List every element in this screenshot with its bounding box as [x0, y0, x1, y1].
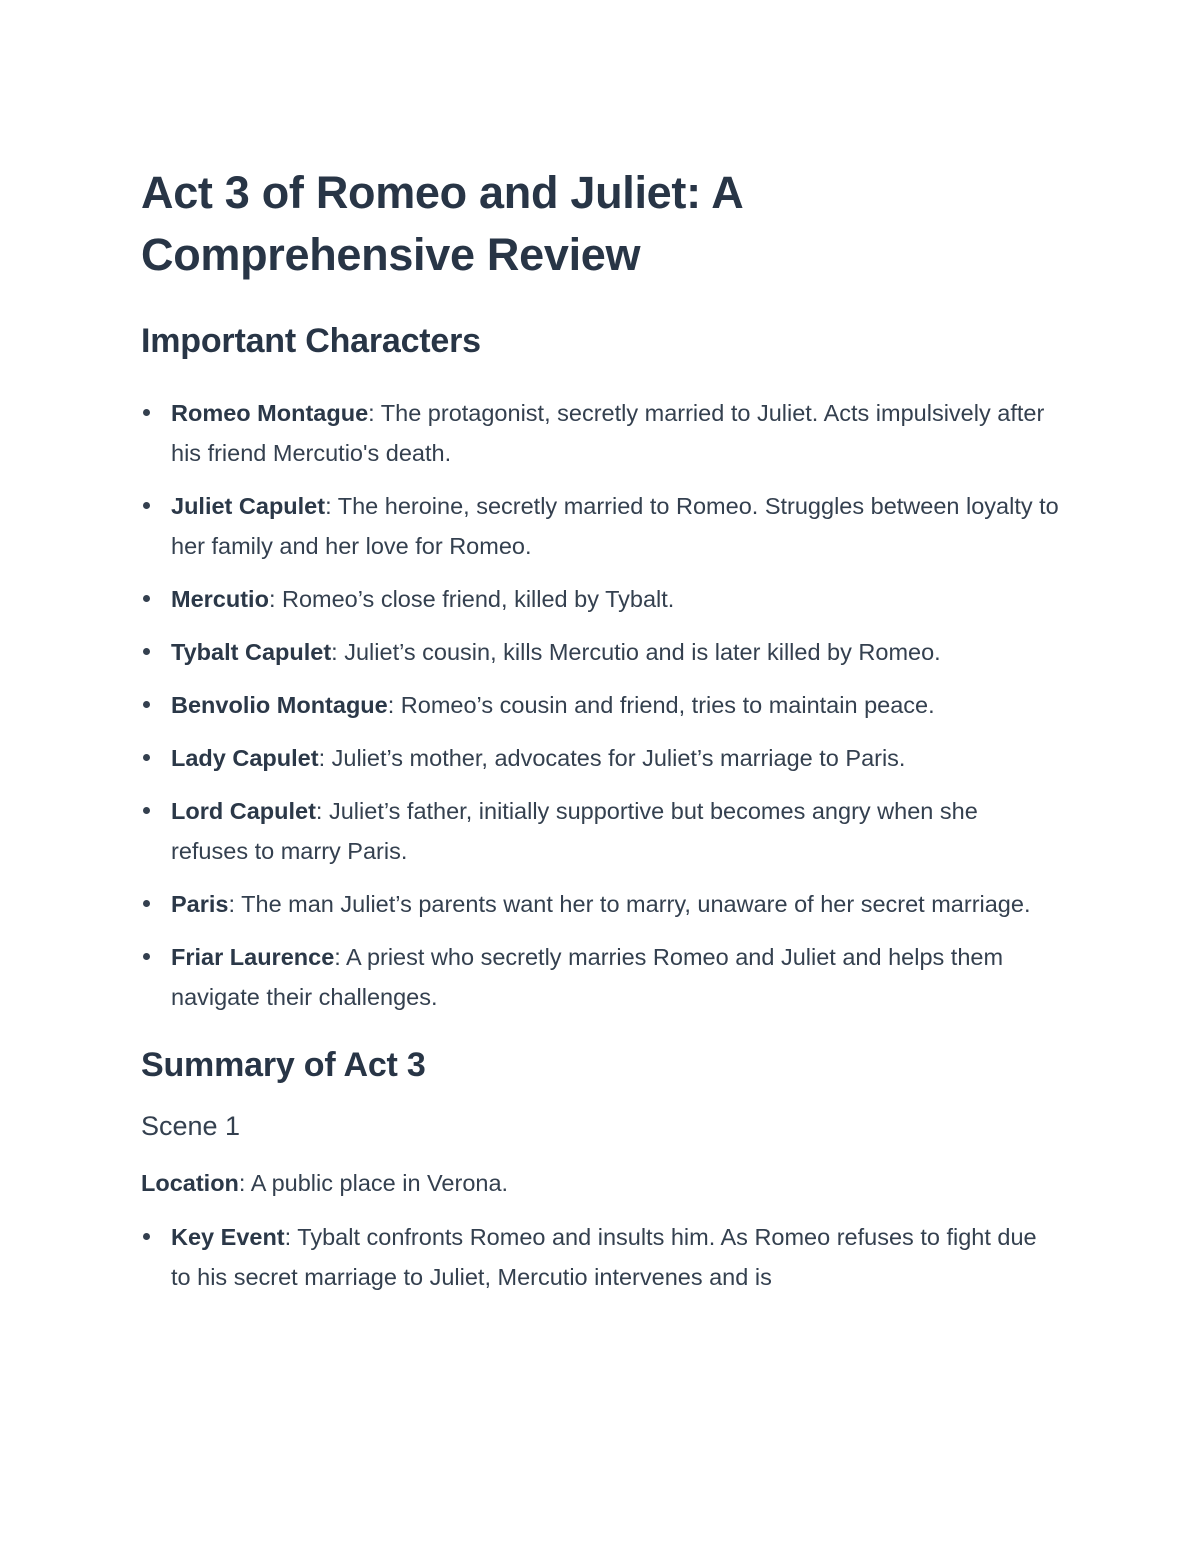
character-name: Paris — [171, 891, 229, 917]
list-item — [141, 937, 1061, 1017]
bullet-icon — [143, 595, 150, 602]
document-page — [141, 162, 1061, 1310]
list-item — [141, 884, 1061, 924]
character-description: Juliet’s mother, advocates for Juliet’s marriage to Paris. — [331, 745, 906, 771]
bullet-icon — [143, 807, 150, 814]
bullet-icon — [143, 502, 150, 509]
separator: : — [238, 1170, 251, 1196]
bullet-icon — [143, 701, 150, 708]
character-name: Lord Capulet — [171, 798, 316, 824]
list-item — [141, 1217, 1061, 1297]
characters-list — [141, 393, 1061, 1017]
bullet-icon — [143, 953, 150, 960]
list-item — [141, 579, 1061, 619]
list-item — [141, 685, 1061, 725]
bullet-icon — [143, 409, 150, 416]
character-description: The man Juliet’s parents want her to marry, unaware of her secret marriage. — [241, 891, 1031, 917]
key-event-label: Key Event — [171, 1224, 285, 1250]
list-item — [141, 632, 1061, 672]
separator: : — [318, 745, 332, 771]
character-description: Juliet’s father, initially supportive but becomes angry when she refuses to marry Paris. — [171, 798, 978, 864]
separator: : — [387, 692, 401, 718]
page-title: Act 3 of Romeo and Juliet: A Comprehensive Review — [141, 167, 742, 280]
character-name: Lady Capulet — [171, 745, 319, 771]
bullet-icon — [143, 900, 150, 907]
character-description: The heroine, secretly married to Romeo. Struggles between loyalty to her family and her love for Romeo. — [171, 493, 1059, 559]
character-name: Benvolio Montague — [171, 692, 388, 718]
characters-heading: Important Characters — [141, 322, 481, 360]
character-description: Juliet’s cousin, kills Mercutio and is later killed by Romeo. — [344, 639, 941, 665]
character-name: Romeo Montague — [171, 400, 369, 426]
summary-heading: Summary of Act 3 — [141, 1046, 426, 1084]
separator: : — [325, 493, 338, 519]
character-name: Tybalt Capulet — [171, 639, 332, 665]
character-description: Romeo’s cousin and friend, tries to maintain peace. — [400, 692, 935, 718]
key-event-text: Tybalt confronts Romeo and insults him. As Romeo refuses to fight due to his secret marriage to Juliet, Mercutio intervenes and is — [171, 1224, 1037, 1290]
location-text: A public place in Verona. — [250, 1170, 509, 1196]
list-item — [141, 791, 1061, 871]
character-name: Juliet Capulet — [171, 493, 326, 519]
bullet-icon — [143, 648, 150, 655]
separator: : — [331, 639, 345, 665]
character-name: Friar Laurence — [171, 944, 335, 970]
scene-location — [141, 1163, 1061, 1203]
separator: : — [334, 944, 347, 970]
character-name: Mercutio — [171, 586, 269, 612]
character-description: A priest who secretly marries Romeo and Juliet and helps them navigate their challenges. — [171, 944, 1004, 1010]
separator: : — [368, 400, 381, 426]
list-item — [141, 738, 1061, 778]
character-description: The protagonist, secretly married to Juliet. Acts impulsively after his friend Mercutio's death. — [171, 400, 1045, 466]
scene-events-list — [141, 1217, 1061, 1297]
list-item — [141, 486, 1061, 566]
list-item — [141, 393, 1061, 473]
bullet-icon — [143, 1233, 150, 1240]
separator: : — [284, 1224, 298, 1250]
separator: : — [228, 891, 242, 917]
character-description: Romeo’s close friend, killed by Tybalt. — [282, 586, 675, 612]
bullet-icon — [143, 754, 150, 761]
separator: : — [315, 798, 329, 824]
separator: : — [268, 586, 282, 612]
location-label: Location — [141, 1170, 239, 1196]
scene-heading: Scene 1 — [141, 1111, 241, 1141]
